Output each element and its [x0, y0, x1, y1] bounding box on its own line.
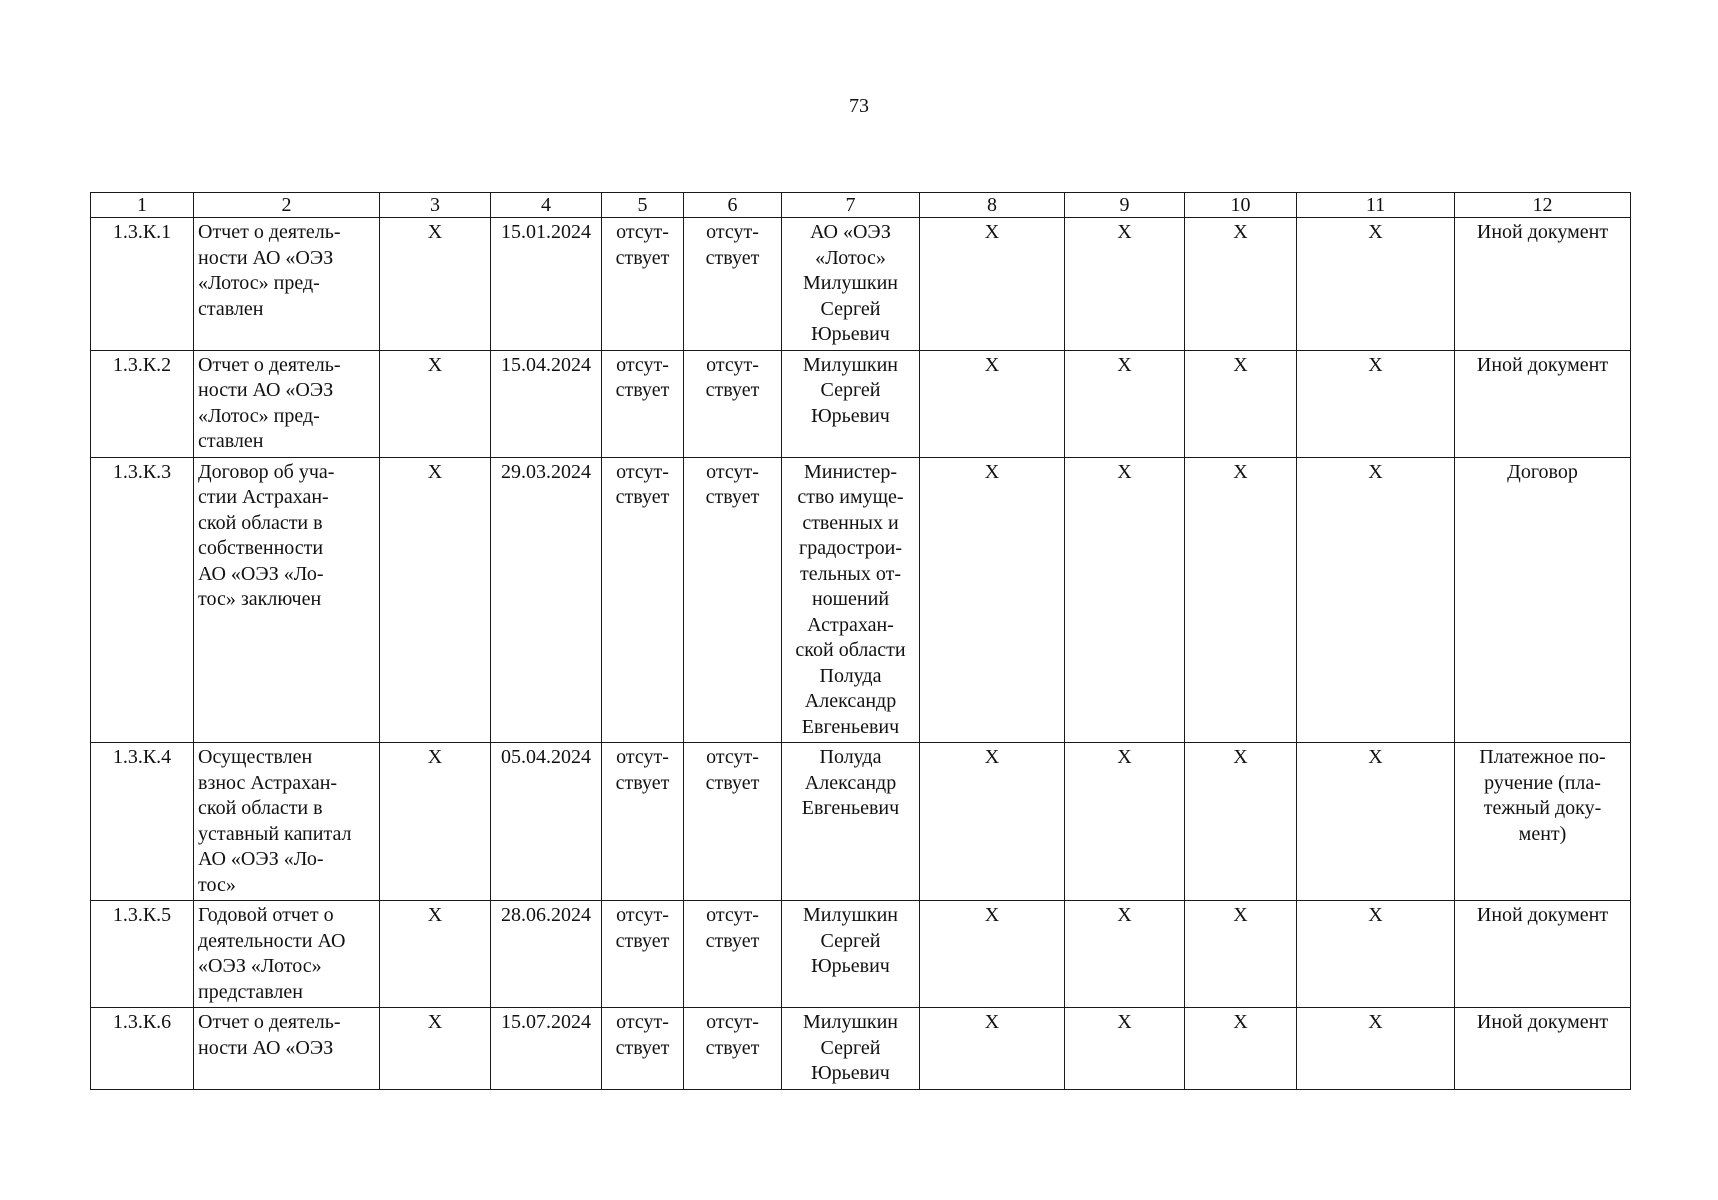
col-10-mark: X: [1185, 901, 1297, 1008]
header-cell-11: 11: [1297, 193, 1455, 218]
table-row: [91, 743, 1631, 901]
table-body: [91, 218, 1631, 1090]
col-9-mark: X: [1065, 743, 1185, 901]
header-cell-12: 12: [1455, 193, 1631, 218]
col-10-mark: X: [1185, 1008, 1297, 1090]
col-5-value: отсут- ствует: [602, 743, 684, 901]
table-row: [91, 901, 1631, 1008]
col-5-value: отсут- ствует: [602, 218, 684, 351]
col-11-mark: X: [1297, 350, 1455, 457]
header-cell-5: 5: [602, 193, 684, 218]
row-number: 1.3.К.4: [91, 743, 194, 901]
document-type: Иной документ: [1455, 1008, 1631, 1090]
responsible: АО «ОЭЗ «Лотос» Милушкин Сергей Юрьевич: [782, 218, 920, 351]
col-11-mark: X: [1297, 1008, 1455, 1090]
col-11-mark: X: [1297, 218, 1455, 351]
col-8-mark: X: [920, 218, 1065, 351]
col-3-mark: X: [380, 457, 491, 743]
event-name: Осуществлен взнос Астрахан- ской области в уставный капитал АО «ОЭЗ «Ло- тос»: [194, 743, 380, 901]
document-type: Иной документ: [1455, 901, 1631, 1008]
responsible: Полуда Александр Евгеньевич: [782, 743, 920, 901]
header-cell-4: 4: [491, 193, 602, 218]
col-10-mark: X: [1185, 743, 1297, 901]
header-cell-8: 8: [920, 193, 1065, 218]
col-8-mark: X: [920, 901, 1065, 1008]
col-9-mark: X: [1065, 901, 1185, 1008]
event-name: Годовой отчет о деятельности АО «ОЭЗ «Лотос» представлен: [194, 901, 380, 1008]
responsible: Милушкин Сергей Юрьевич: [782, 1008, 920, 1090]
row-number: 1.3.К.3: [91, 457, 194, 743]
event-name: Договор об уча- стии Астрахан- ской области в собственности АО «ОЭЗ «Ло- тос» заключен: [194, 457, 380, 743]
responsible: Министер- ство имуще- ственных и градострои- тельных от- ношений Астрахан- ской области Полуда Александр Евгеньевич: [782, 457, 920, 743]
col-3-mark: X: [380, 218, 491, 351]
completion-date: 15.07.2024: [491, 1008, 602, 1090]
table-header-row: [91, 193, 1631, 218]
col-3-mark: X: [380, 1008, 491, 1090]
col-9-mark: X: [1065, 218, 1185, 351]
row-number: 1.3.К.2: [91, 350, 194, 457]
col-10-mark: X: [1185, 457, 1297, 743]
event-name: Отчет о деятель- ности АО «ОЭЗ «Лотос» пред- ставлен: [194, 350, 380, 457]
col-5-value: отсут- ствует: [602, 901, 684, 1008]
completion-date: 28.06.2024: [491, 901, 602, 1008]
row-number: 1.3.К.1: [91, 218, 194, 351]
completion-date: 05.04.2024: [491, 743, 602, 901]
event-name: Отчет о деятель- ности АО «ОЭЗ «Лотос» пред- ставлен: [194, 218, 380, 351]
col-10-mark: X: [1185, 350, 1297, 457]
col-11-mark: X: [1297, 743, 1455, 901]
header-cell-3: 3: [380, 193, 491, 218]
col-3-mark: X: [380, 901, 491, 1008]
col-6-value: отсут- ствует: [684, 218, 782, 351]
header-cell-1: 1: [91, 193, 194, 218]
table-row: [91, 350, 1631, 457]
col-5-value: отсут- ствует: [602, 457, 684, 743]
col-5-value: отсут- ствует: [602, 1008, 684, 1090]
table-row: [91, 1008, 1631, 1090]
table-row: [91, 218, 1631, 351]
col-6-value: отсут- ствует: [684, 457, 782, 743]
document-type: Иной документ: [1455, 350, 1631, 457]
header-cell-2: 2: [194, 193, 380, 218]
col-6-value: отсут- ствует: [684, 743, 782, 901]
event-name: Отчет о деятель- ности АО «ОЭЗ: [194, 1008, 380, 1090]
col-8-mark: X: [920, 1008, 1065, 1090]
col-3-mark: X: [380, 350, 491, 457]
document-type: Иной документ: [1455, 218, 1631, 351]
control-points-table: [90, 192, 1631, 1090]
row-number: 1.3.К.6: [91, 1008, 194, 1090]
document-type: Платежное по- ручение (пла- тежный доку- мент): [1455, 743, 1631, 901]
col-10-mark: X: [1185, 218, 1297, 351]
header-cell-10: 10: [1185, 193, 1297, 218]
col-9-mark: X: [1065, 457, 1185, 743]
header-cell-7: 7: [782, 193, 920, 218]
col-11-mark: X: [1297, 457, 1455, 743]
row-number: 1.3.К.5: [91, 901, 194, 1008]
document-type: Договор: [1455, 457, 1631, 743]
completion-date: 15.04.2024: [491, 350, 602, 457]
col-8-mark: X: [920, 743, 1065, 901]
col-6-value: отсут- ствует: [684, 350, 782, 457]
completion-date: 15.01.2024: [491, 218, 602, 351]
col-9-mark: X: [1065, 1008, 1185, 1090]
page-number: 73: [849, 95, 869, 117]
header-cell-6: 6: [684, 193, 782, 218]
col-11-mark: X: [1297, 901, 1455, 1008]
col-6-value: отсут- ствует: [684, 901, 782, 1008]
responsible: Милушкин Сергей Юрьевич: [782, 901, 920, 1008]
col-8-mark: X: [920, 457, 1065, 743]
col-8-mark: X: [920, 350, 1065, 457]
completion-date: 29.03.2024: [491, 457, 602, 743]
header-cell-9: 9: [1065, 193, 1185, 218]
col-9-mark: X: [1065, 350, 1185, 457]
col-6-value: отсут- ствует: [684, 1008, 782, 1090]
col-5-value: отсут- ствует: [602, 350, 684, 457]
col-3-mark: X: [380, 743, 491, 901]
responsible: Милушкин Сергей Юрьевич: [782, 350, 920, 457]
table-row: [91, 457, 1631, 743]
